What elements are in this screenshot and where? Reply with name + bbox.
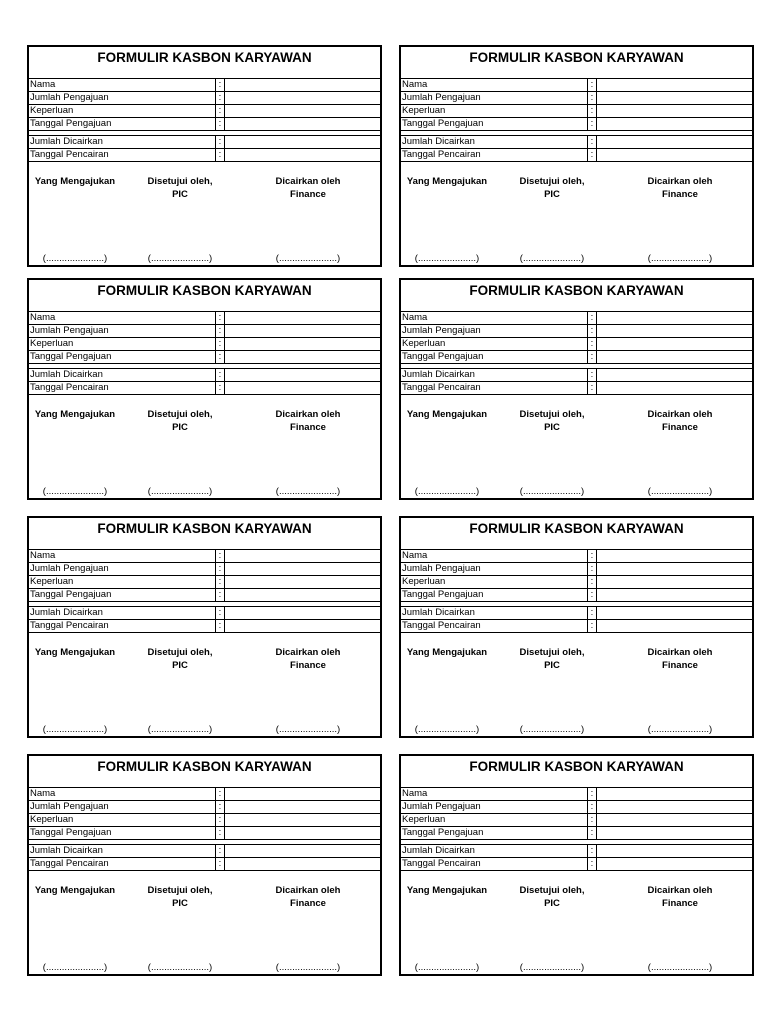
field-tanggal-pencairan-label: Tanggal Pencairan — [402, 620, 481, 631]
field-jumlah-dicairkan-label: Jumlah Dicairkan — [402, 607, 475, 618]
field-keperluan-colon: : — [215, 338, 225, 350]
signature-dicairkan: Dicairkan oleh — [275, 647, 341, 658]
signature-disetujui-role: PIC — [544, 660, 560, 671]
signature-blank-pic[interactable]: (......................) — [147, 962, 213, 973]
signature-yang-mengajukan: Yang Mengajukan — [34, 647, 116, 658]
field-tanggal-pengajuan-row — [29, 589, 380, 602]
field-tanggal-pengajuan-input[interactable] — [598, 827, 752, 839]
field-jumlah-dicairkan-label: Jumlah Dicairkan — [402, 845, 475, 856]
signature-dicairkan: Dicairkan oleh — [275, 176, 341, 187]
field-nama-row — [29, 788, 380, 801]
field-keperluan-row — [401, 576, 752, 589]
signature-blank-finance[interactable]: (......................) — [647, 486, 713, 497]
field-jumlah-pengajuan-label: Jumlah Pengajuan — [402, 325, 481, 336]
field-keperluan-input[interactable] — [598, 105, 752, 117]
kasbon-form — [27, 278, 382, 500]
field-tanggal-pengajuan-input[interactable] — [598, 351, 752, 363]
field-tanggal-pencairan-input[interactable] — [598, 858, 752, 870]
signature-yang-mengajukan: Yang Mengajukan — [406, 885, 488, 896]
field-jumlah-pengajuan-label: Jumlah Pengajuan — [30, 92, 109, 103]
field-tanggal-pengajuan-row — [29, 827, 380, 840]
signature-yang-mengajukan: Yang Mengajukan — [406, 647, 488, 658]
field-nama-label: Nama — [30, 788, 56, 799]
signature-blank-mengajukan[interactable]: (......................) — [414, 724, 480, 735]
field-nama-label: Nama — [30, 550, 56, 561]
field-keperluan-label: Keperluan — [30, 105, 74, 116]
field-tanggal-pencairan-colon: : — [587, 382, 597, 394]
kasbon-form — [27, 754, 382, 976]
field-keperluan-input[interactable] — [226, 814, 380, 826]
field-nama-input[interactable] — [598, 79, 752, 91]
field-nama-label: Nama — [30, 312, 56, 323]
signature-disetujui: Disetujui oleh, — [519, 647, 585, 658]
field-jumlah-dicairkan-label: Jumlah Dicairkan — [402, 136, 475, 147]
field-jumlah-dicairkan-colon: : — [215, 607, 225, 619]
signature-disetujui: Disetujui oleh, — [147, 885, 213, 896]
form-title: FORMULIR KASBON KARYAWAN — [29, 756, 380, 788]
field-jumlah-pengajuan-colon: : — [587, 563, 597, 575]
field-keperluan-label: Keperluan — [30, 814, 74, 825]
field-nama-colon: : — [587, 312, 597, 324]
signature-blank-finance[interactable]: (......................) — [275, 724, 341, 735]
signature-yang-mengajukan: Yang Mengajukan — [34, 176, 116, 187]
field-tanggal-pencairan-row — [29, 382, 380, 395]
field-jumlah-pengajuan-input[interactable] — [226, 92, 380, 104]
field-jumlah-pengajuan-label: Jumlah Pengajuan — [30, 325, 109, 336]
field-tanggal-pencairan-input[interactable] — [598, 382, 752, 394]
field-nama-row — [401, 312, 752, 325]
field-keperluan-label: Keperluan — [402, 814, 446, 825]
field-jumlah-dicairkan-label: Jumlah Dicairkan — [30, 369, 103, 380]
signature-dicairkan-role: Finance — [290, 422, 326, 433]
field-jumlah-dicairkan-colon: : — [587, 369, 597, 381]
signature-blank-pic[interactable]: (......................) — [519, 486, 585, 497]
signature-disetujui: Disetujui oleh, — [147, 176, 213, 187]
field-tanggal-pencairan-input[interactable] — [598, 620, 752, 632]
field-jumlah-dicairkan-input[interactable] — [226, 369, 380, 381]
kasbon-form — [27, 516, 382, 738]
signature-dicairkan: Dicairkan oleh — [647, 409, 713, 420]
field-nama-row — [401, 788, 752, 801]
field-nama-input[interactable] — [226, 788, 380, 800]
field-tanggal-pencairan-label: Tanggal Pencairan — [402, 858, 481, 869]
field-keperluan-row — [401, 338, 752, 351]
field-tanggal-pengajuan-label: Tanggal Pengajuan — [402, 827, 484, 838]
field-jumlah-pengajuan-colon: : — [587, 325, 597, 337]
field-keperluan-label: Keperluan — [30, 338, 74, 349]
field-tanggal-pencairan-label: Tanggal Pencairan — [30, 149, 109, 160]
field-keperluan-input[interactable] — [226, 105, 380, 117]
field-tanggal-pencairan-input[interactable] — [226, 382, 380, 394]
signature-yang-mengajukan: Yang Mengajukan — [34, 409, 116, 420]
signature-disetujui: Disetujui oleh, — [519, 885, 585, 896]
field-tanggal-pencairan-label: Tanggal Pencairan — [402, 382, 481, 393]
field-keperluan-colon: : — [215, 814, 225, 826]
field-jumlah-pengajuan-input[interactable] — [226, 325, 380, 337]
field-keperluan-row — [401, 105, 752, 118]
signature-blank-mengajukan[interactable]: (......................) — [42, 962, 108, 973]
field-jumlah-pengajuan-row — [401, 563, 752, 576]
field-keperluan-input[interactable] — [598, 814, 752, 826]
field-jumlah-dicairkan-label: Jumlah Dicairkan — [30, 607, 103, 618]
signature-blank-pic[interactable]: (......................) — [147, 253, 213, 264]
field-tanggal-pencairan-colon: : — [215, 382, 225, 394]
signature-blank-finance[interactable]: (......................) — [275, 486, 341, 497]
field-jumlah-dicairkan-row — [401, 607, 752, 620]
field-tanggal-pengajuan-colon: : — [587, 118, 597, 130]
signature-blank-pic[interactable]: (......................) — [147, 724, 213, 735]
field-tanggal-pengajuan-label: Tanggal Pengajuan — [30, 589, 112, 600]
signature-dicairkan-role: Finance — [290, 898, 326, 909]
field-jumlah-pengajuan-row — [401, 801, 752, 814]
field-jumlah-dicairkan-input[interactable] — [598, 845, 752, 857]
field-keperluan-label: Keperluan — [30, 576, 74, 587]
signature-blank-mengajukan[interactable]: (......................) — [42, 486, 108, 497]
kasbon-form — [399, 45, 754, 267]
signature-dicairkan-role: Finance — [662, 660, 698, 671]
field-keperluan-label: Keperluan — [402, 576, 446, 587]
field-tanggal-pengajuan-label: Tanggal Pengajuan — [402, 118, 484, 129]
field-tanggal-pencairan-colon: : — [215, 149, 225, 161]
field-nama-colon: : — [215, 312, 225, 324]
field-keperluan-row — [29, 338, 380, 351]
field-nama-colon: : — [215, 788, 225, 800]
field-tanggal-pengajuan-colon: : — [215, 351, 225, 363]
field-tanggal-pencairan-colon: : — [587, 620, 597, 632]
field-tanggal-pencairan-input[interactable] — [226, 620, 380, 632]
kasbon-form — [27, 45, 382, 267]
field-keperluan-row — [29, 814, 380, 827]
field-nama-label: Nama — [402, 312, 428, 323]
field-jumlah-dicairkan-colon: : — [587, 136, 597, 148]
signature-dicairkan: Dicairkan oleh — [275, 885, 341, 896]
signature-blank-pic[interactable]: (......................) — [519, 962, 585, 973]
field-keperluan-row — [29, 576, 380, 589]
signature-dicairkan-role: Finance — [662, 189, 698, 200]
field-keperluan-input[interactable] — [226, 576, 380, 588]
field-jumlah-pengajuan-colon: : — [215, 563, 225, 575]
field-keperluan-input[interactable] — [598, 576, 752, 588]
form-title: FORMULIR KASBON KARYAWAN — [401, 280, 752, 312]
field-jumlah-pengajuan-row — [29, 92, 380, 105]
signature-blank-mengajukan[interactable]: (......................) — [414, 962, 480, 973]
field-jumlah-dicairkan-input[interactable] — [226, 845, 380, 857]
signature-blank-mengajukan[interactable]: (......................) — [414, 253, 480, 264]
field-jumlah-pengajuan-input[interactable] — [226, 563, 380, 575]
signature-blank-mengajukan[interactable]: (......................) — [42, 253, 108, 264]
field-tanggal-pengajuan-row — [401, 351, 752, 364]
signature-dicairkan-role: Finance — [662, 898, 698, 909]
field-keperluan-colon: : — [587, 814, 597, 826]
field-jumlah-pengajuan-input[interactable] — [598, 325, 752, 337]
field-nama-label: Nama — [402, 788, 428, 799]
field-tanggal-pengajuan-label: Tanggal Pengajuan — [402, 351, 484, 362]
field-keperluan-input[interactable] — [598, 338, 752, 350]
form-title: FORMULIR KASBON KARYAWAN — [29, 518, 380, 550]
field-jumlah-pengajuan-row — [29, 325, 380, 338]
field-tanggal-pengajuan-input[interactable] — [226, 589, 380, 601]
signature-disetujui-role: PIC — [172, 422, 188, 433]
signature-disetujui-role: PIC — [172, 660, 188, 671]
field-jumlah-dicairkan-row — [401, 136, 752, 149]
field-tanggal-pengajuan-row — [401, 827, 752, 840]
field-tanggal-pengajuan-input[interactable] — [226, 351, 380, 363]
field-keperluan-colon: : — [587, 576, 597, 588]
field-tanggal-pengajuan-input[interactable] — [598, 118, 752, 130]
kasbon-form — [399, 516, 754, 738]
field-keperluan-row — [401, 814, 752, 827]
field-jumlah-pengajuan-label: Jumlah Pengajuan — [30, 801, 109, 812]
field-tanggal-pencairan-colon: : — [215, 620, 225, 632]
field-jumlah-dicairkan-input[interactable] — [598, 607, 752, 619]
field-jumlah-pengajuan-colon: : — [215, 92, 225, 104]
field-jumlah-dicairkan-row — [29, 845, 380, 858]
signature-dicairkan: Dicairkan oleh — [647, 885, 713, 896]
field-jumlah-dicairkan-row — [401, 845, 752, 858]
field-nama-colon: : — [587, 79, 597, 91]
signature-blank-mengajukan[interactable]: (......................) — [42, 724, 108, 735]
field-tanggal-pengajuan-row — [29, 351, 380, 364]
field-tanggal-pengajuan-colon: : — [215, 827, 225, 839]
field-nama-row — [29, 79, 380, 92]
field-keperluan-colon: : — [587, 105, 597, 117]
field-jumlah-pengajuan-input[interactable] — [598, 801, 752, 813]
field-tanggal-pencairan-row — [401, 620, 752, 633]
signature-blank-finance[interactable]: (......................) — [647, 724, 713, 735]
field-tanggal-pencairan-row — [401, 858, 752, 871]
field-tanggal-pencairan-label: Tanggal Pencairan — [30, 620, 109, 631]
field-tanggal-pengajuan-colon: : — [215, 589, 225, 601]
field-jumlah-dicairkan-row — [29, 607, 380, 620]
field-jumlah-pengajuan-row — [401, 325, 752, 338]
field-nama-input[interactable] — [226, 79, 380, 91]
signature-blank-finance[interactable]: (......................) — [647, 253, 713, 264]
signature-disetujui: Disetujui oleh, — [519, 176, 585, 187]
signature-yang-mengajukan: Yang Mengajukan — [34, 885, 116, 896]
form-title: FORMULIR KASBON KARYAWAN — [29, 47, 380, 79]
signature-dicairkan-role: Finance — [662, 422, 698, 433]
field-jumlah-pengajuan-label: Jumlah Pengajuan — [402, 801, 481, 812]
field-jumlah-pengajuan-input[interactable] — [598, 92, 752, 104]
signature-dicairkan: Dicairkan oleh — [647, 176, 713, 187]
signature-blank-pic[interactable]: (......................) — [147, 486, 213, 497]
field-jumlah-pengajuan-colon: : — [215, 325, 225, 337]
signature-dicairkan: Dicairkan oleh — [275, 409, 341, 420]
signature-blank-finance[interactable]: (......................) — [647, 962, 713, 973]
field-nama-input[interactable] — [598, 550, 752, 562]
field-tanggal-pengajuan-row — [29, 118, 380, 131]
signature-blank-mengajukan[interactable]: (......................) — [414, 486, 480, 497]
form-title: FORMULIR KASBON KARYAWAN — [401, 47, 752, 79]
field-tanggal-pencairan-colon: : — [587, 149, 597, 161]
field-tanggal-pengajuan-label: Tanggal Pengajuan — [30, 827, 112, 838]
signature-blank-finance[interactable]: (......................) — [275, 253, 341, 264]
field-tanggal-pengajuan-colon: : — [587, 827, 597, 839]
field-keperluan-row — [29, 105, 380, 118]
field-jumlah-pengajuan-input[interactable] — [598, 563, 752, 575]
field-jumlah-pengajuan-label: Jumlah Pengajuan — [402, 92, 481, 103]
field-tanggal-pencairan-row — [29, 149, 380, 162]
field-keperluan-colon: : — [215, 105, 225, 117]
field-tanggal-pencairan-row — [29, 620, 380, 633]
field-tanggal-pencairan-label: Tanggal Pencairan — [30, 382, 109, 393]
field-tanggal-pencairan-colon: : — [587, 858, 597, 870]
field-nama-row — [29, 312, 380, 325]
field-tanggal-pencairan-colon: : — [215, 858, 225, 870]
field-jumlah-pengajuan-row — [29, 801, 380, 814]
field-jumlah-dicairkan-colon: : — [587, 845, 597, 857]
field-nama-row — [29, 550, 380, 563]
field-tanggal-pengajuan-colon: : — [587, 351, 597, 363]
field-jumlah-dicairkan-colon: : — [215, 136, 225, 148]
field-tanggal-pengajuan-label: Tanggal Pengajuan — [402, 589, 484, 600]
field-tanggal-pencairan-label: Tanggal Pencairan — [402, 149, 481, 160]
field-keperluan-label: Keperluan — [402, 105, 446, 116]
field-keperluan-colon: : — [587, 338, 597, 350]
signature-disetujui-role: PIC — [544, 189, 560, 200]
field-nama-label: Nama — [402, 550, 428, 561]
signature-dicairkan: Dicairkan oleh — [647, 647, 713, 658]
field-nama-input[interactable] — [598, 788, 752, 800]
field-jumlah-pengajuan-label: Jumlah Pengajuan — [402, 563, 481, 574]
field-jumlah-dicairkan-row — [401, 369, 752, 382]
field-jumlah-dicairkan-label: Jumlah Dicairkan — [30, 136, 103, 147]
signature-disetujui-role: PIC — [172, 898, 188, 909]
field-nama-colon: : — [587, 788, 597, 800]
field-tanggal-pencairan-input[interactable] — [226, 858, 380, 870]
form-title: FORMULIR KASBON KARYAWAN — [29, 280, 380, 312]
signature-disetujui-role: PIC — [172, 189, 188, 200]
signature-disetujui: Disetujui oleh, — [519, 409, 585, 420]
signature-disetujui-role: PIC — [544, 898, 560, 909]
field-nama-label: Nama — [30, 79, 56, 90]
field-jumlah-pengajuan-input[interactable] — [226, 801, 380, 813]
field-nama-colon: : — [215, 79, 225, 91]
field-tanggal-pengajuan-row — [401, 118, 752, 131]
field-nama-colon: : — [587, 550, 597, 562]
field-tanggal-pengajuan-row — [401, 589, 752, 602]
signature-blank-finance[interactable]: (......................) — [275, 962, 341, 973]
field-tanggal-pengajuan-input[interactable] — [226, 827, 380, 839]
field-jumlah-dicairkan-row — [29, 369, 380, 382]
field-jumlah-dicairkan-colon: : — [215, 369, 225, 381]
field-tanggal-pencairan-row — [29, 858, 380, 871]
field-keperluan-colon: : — [215, 576, 225, 588]
form-title: FORMULIR KASBON KARYAWAN — [401, 518, 752, 550]
field-nama-row — [401, 550, 752, 563]
signature-disetujui-role: PIC — [544, 422, 560, 433]
field-tanggal-pengajuan-label: Tanggal Pengajuan — [30, 351, 112, 362]
field-jumlah-pengajuan-colon: : — [215, 801, 225, 813]
field-jumlah-dicairkan-colon: : — [587, 607, 597, 619]
field-tanggal-pencairan-row — [401, 382, 752, 395]
field-nama-colon: : — [215, 550, 225, 562]
field-nama-label: Nama — [402, 79, 428, 90]
signature-blank-pic[interactable]: (......................) — [519, 253, 585, 264]
field-keperluan-label: Keperluan — [402, 338, 446, 349]
field-tanggal-pencairan-row — [401, 149, 752, 162]
field-nama-input[interactable] — [226, 312, 380, 324]
field-tanggal-pengajuan-input[interactable] — [226, 118, 380, 130]
signature-disetujui: Disetujui oleh, — [147, 647, 213, 658]
field-jumlah-pengajuan-row — [29, 563, 380, 576]
signature-disetujui: Disetujui oleh, — [147, 409, 213, 420]
field-jumlah-dicairkan-input[interactable] — [598, 369, 752, 381]
field-tanggal-pencairan-input[interactable] — [598, 149, 752, 161]
field-jumlah-dicairkan-row — [29, 136, 380, 149]
field-jumlah-pengajuan-row — [401, 92, 752, 105]
field-nama-row — [401, 79, 752, 92]
field-tanggal-pengajuan-input[interactable] — [598, 589, 752, 601]
field-tanggal-pengajuan-colon: : — [215, 118, 225, 130]
field-jumlah-pengajuan-colon: : — [587, 801, 597, 813]
field-nama-input[interactable] — [226, 550, 380, 562]
signature-dicairkan-role: Finance — [290, 660, 326, 671]
signature-dicairkan-role: Finance — [290, 189, 326, 200]
signature-yang-mengajukan: Yang Mengajukan — [406, 409, 488, 420]
signature-yang-mengajukan: Yang Mengajukan — [406, 176, 488, 187]
field-jumlah-dicairkan-label: Jumlah Dicairkan — [402, 369, 475, 380]
field-jumlah-dicairkan-label: Jumlah Dicairkan — [30, 845, 103, 856]
field-tanggal-pengajuan-colon: : — [587, 589, 597, 601]
field-tanggal-pengajuan-label: Tanggal Pengajuan — [30, 118, 112, 129]
field-tanggal-pencairan-label: Tanggal Pencairan — [30, 858, 109, 869]
field-jumlah-dicairkan-input[interactable] — [226, 136, 380, 148]
field-jumlah-dicairkan-input[interactable] — [598, 136, 752, 148]
field-jumlah-pengajuan-colon: : — [587, 92, 597, 104]
field-tanggal-pencairan-input[interactable] — [226, 149, 380, 161]
field-jumlah-dicairkan-colon: : — [215, 845, 225, 857]
field-nama-input[interactable] — [598, 312, 752, 324]
kasbon-form — [399, 754, 754, 976]
field-jumlah-dicairkan-input[interactable] — [226, 607, 380, 619]
signature-blank-pic[interactable]: (......................) — [519, 724, 585, 735]
form-title: FORMULIR KASBON KARYAWAN — [401, 756, 752, 788]
kasbon-form — [399, 278, 754, 500]
field-keperluan-input[interactable] — [226, 338, 380, 350]
field-jumlah-pengajuan-label: Jumlah Pengajuan — [30, 563, 109, 574]
